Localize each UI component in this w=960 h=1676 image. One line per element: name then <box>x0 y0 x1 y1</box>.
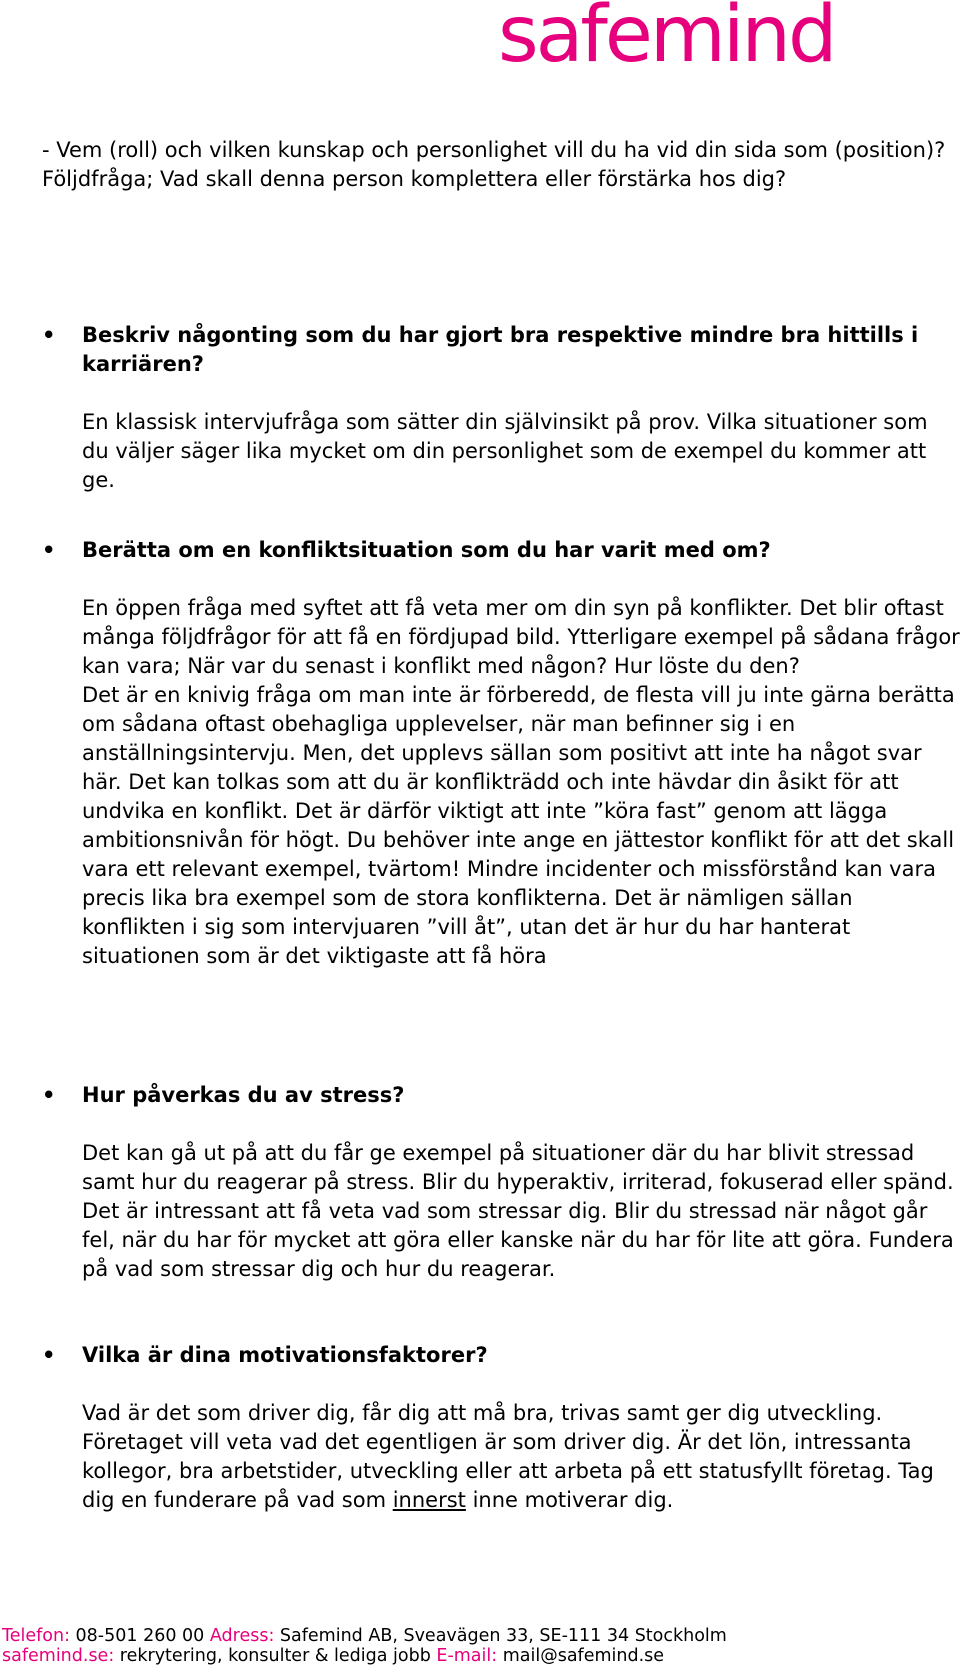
footer-web-line: safemind.se: rekrytering, konsulter & lediga jobb E-mail: mail@safemind.se <box>2 1646 665 1666</box>
question-title: Beskriv någonting som du har gjort bra respektive mindre bra hittills i karriären? <box>82 323 919 376</box>
question-title: Berätta om en konfliktsituation som du har varit med om? <box>82 538 771 562</box>
emphasis-word: innerst <box>392 1488 466 1512</box>
safemind-logo: safemind <box>498 0 835 80</box>
footer-site-link[interactable]: safemind.se: <box>2 1646 115 1666</box>
question-4 <box>42 1341 960 1515</box>
bullet-icon: • <box>42 323 56 347</box>
question-text: Det kan gå ut på att du får ge exempel på situationer där du har blivit stressad samt hur du reagerar på stress. Blir du hyperaktiv, irriterad, fokuserad eller spänd. Det är intressant att få veta vad som stressar dig. Blir du stressad när något går fel, när du har för mycket att göra eller kanske när du har för lite att göra. Fundera på vad som stressar dig och hur du reagerar. <box>82 1141 954 1281</box>
question-3 <box>42 1081 960 1284</box>
question-2 <box>42 536 960 971</box>
intro-question: - Vem (roll) och vilken kunskap och personlighet vill du ha vid din sida som (position)? Följdfråga; Vad skall denna person komplettera eller förstärka hos dig? <box>42 138 946 191</box>
bullet-icon: • <box>42 1343 56 1367</box>
bullet-icon: • <box>42 538 56 562</box>
question-title: Vilka är dina motivationsfaktorer? <box>82 1343 488 1367</box>
question-text: Vad är det som driver dig, får dig att må bra, trivas samt ger dig utveckling. Företaget vill veta vad det egentligen är som driver dig. Är det lön, intressanta kollegor, bra arbetstider, utveckling eller att arbeta på ett statusfyllt företag. Tag dig en funderare på vad som innerst inne motiverar dig. <box>82 1401 934 1512</box>
page-footer <box>2 1626 727 1666</box>
question-1 <box>42 321 960 495</box>
question-text: Det är en knivig fråga om man inte är förberedd, de flesta vill ju inte gärna berätta om sådana oftast obehagliga upplevelser, när man befinner sig i en anställningsintervju. Men, det upplevs sällan som positivt att inte ha något svar här. Det kan tolkas som att du är konflikträdd och inte hävdar din åsikt för att undvika en konflikt. Det är därför viktigt att inte ”köra fast” genom att lägga ambitionsnivån för högt. Du behöver inte ange en jättestor konflikt för att det skall vara ett relevant exempel, tvärtom! Mindre incidenter och missförstånd kan vara precis lika bra exempel som de stora konflikterna. Det är nämligen sällan konflikten i sig som intervjuaren ”vill åt”, utan det är hur du har hanterat situationen som är det viktigaste att få höra <box>82 683 955 968</box>
question-title: Hur påverkas du av stress? <box>82 1083 405 1107</box>
question-text: En öppen fråga med syftet att få veta mer om din syn på konflikter. Det blir oftast många följdfrågor för att få en fördjupad bild. Ytterligare exempel på sådana frågor kan vara; När var du senast i konflikt med någon? Hur löste du den? <box>82 596 960 678</box>
document-body <box>42 136 960 1512</box>
question-text: En klassisk intervjufråga som sätter din självinsikt på prov. Vilka situationer som du väljer säger lika mycket om din personlighet som de exempel du kommer att ge. <box>82 410 928 492</box>
footer-email-link[interactable]: mail@safemind.se <box>497 1646 665 1666</box>
footer-contact-line: Telefon: 08-501 260 00 Adress: Safemind AB, Sveavägen 33, SE-111 34 Stockholm <box>2 1626 727 1646</box>
bullet-icon: • <box>42 1083 56 1107</box>
